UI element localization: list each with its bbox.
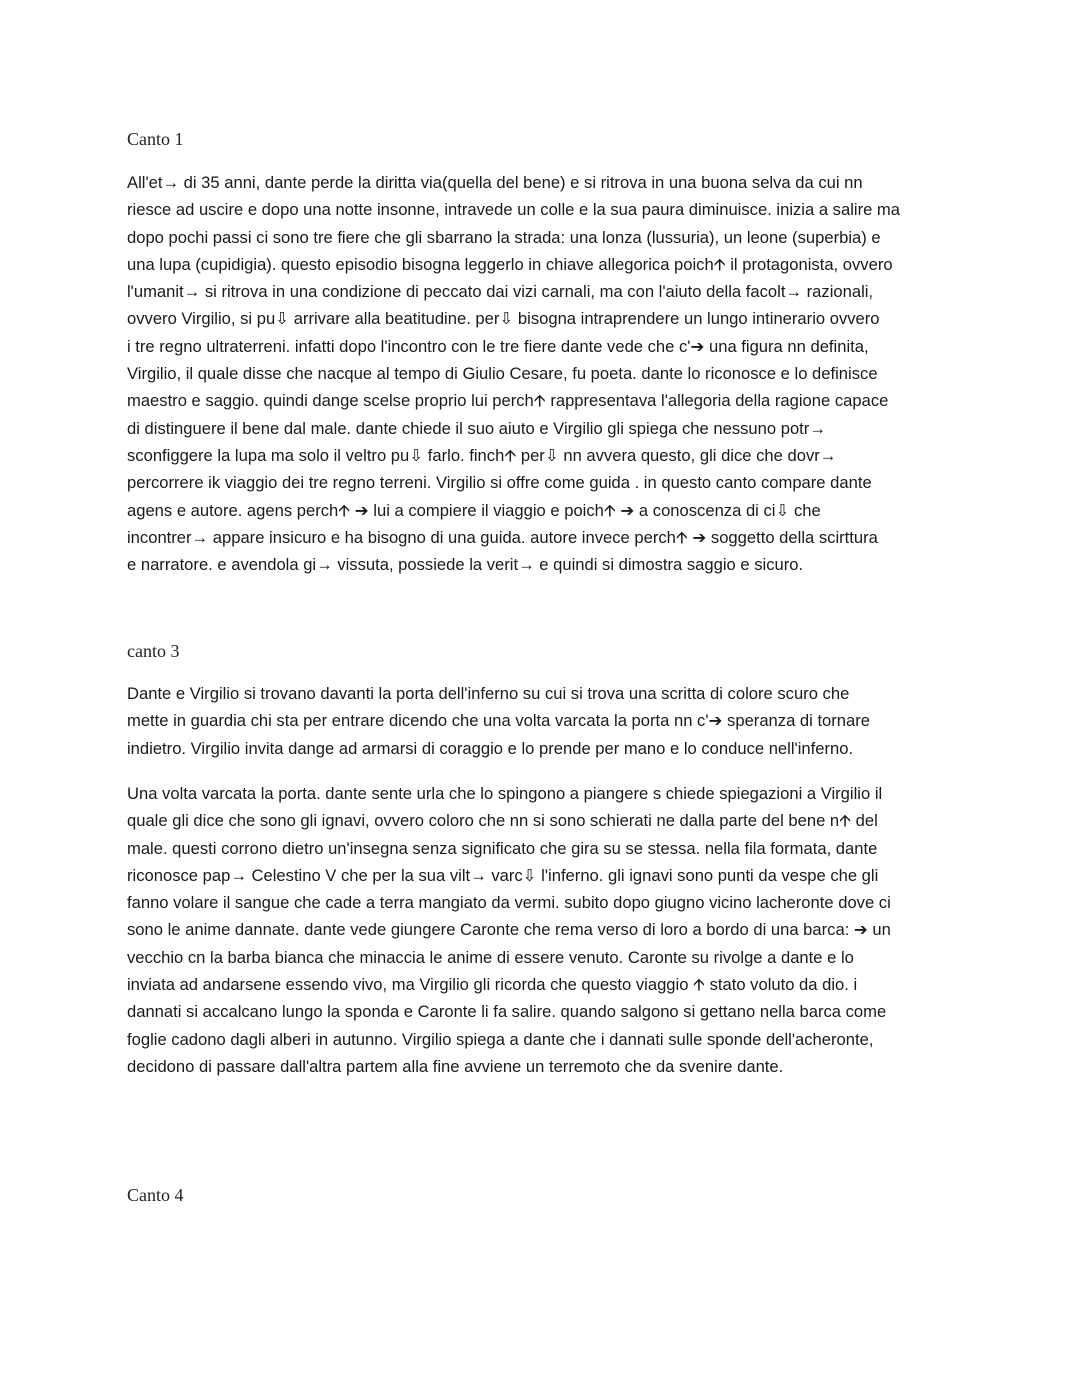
section-heading-canto-4: Canto 4 [127, 1185, 184, 1205]
canto-3-paragraph-1: Dante e Virgilio si trovano davanti la porta dell'inferno su cui si trova una scritta di colore scuro che mette in guardia chi sta per entrare dicendo che una volta varcata la porta nn c'➔ speranza di tornare indietro. Virgilio invita dange ad armarsi di coraggio e lo prende per mano e lo conduce nell'inferno. [127, 684, 871, 758]
section-heading-canto-3: canto 3 [127, 641, 180, 661]
canto-1-paragraph: All'et→ di 35 anni, dante perde la diritta via(quella del bene) e si ritrova in una buona selva da cui nn riesce ad uscire e dopo una notte insonne, intravede un colle e la sua paura diminuisce. inizia a salire ma dopo pochi passi ci sono tre fiere che gli sbarrano la strada: una lonza (lussuria), un leone (superbia) e una lupa (cupidigia). questo episodio bisogna leggerlo in chiave allegorica poich🡩 il protagonista, ovvero l'umanit→ si ritrova in una condizione di peccato dai vizi carnali, ma con l'aiuto della facolt→ razionali, ovvero Virgilio, si pu⇩ arrivare alla beatitudine. per⇩ bisogna intraprendere un lungo intinerario ovvero i tre regno ultraterreni. infatti dopo l'incontro con le tre fiere dante vede che c'➔ una figura nn definita, Virgilio, il quale disse che nacque al tempo di Giulio Cesare, fu poeta. dante lo riconosce e lo definisce maestro e saggio. quindi dange scelse proprio lui perch🡩 rappresentava l'allegoria della ragione capace di distinguere il bene dal male. dante chiede il suo aiuto e Virgilio gli spiega che nessuno potr→ sconfiggere la lupa ma solo il veltro pu⇩ farlo. finch🡩 per⇩ nn avvera questo, gli dice che dovr→ percorrere ik viaggio dei tre regno terreni. Virgilio si offre come guida . in questo canto compare dante agens e autore. agens perch🡩 ➔ lui a compiere il viaggio e poich🡩 ➔ a conoscenza di ci⇩ che incontrer→ appare insicuro e ha bisogno di una guida. autore invece perch🡩 ➔ soggetto della scirttura e narratore. e avendola gi→ vissuta, possiede la verit→ e quindi si dimostra saggio e sicuro. [127, 173, 900, 575]
section-heading-canto-1: Canto 1 [127, 129, 184, 149]
canto-3-paragraph-2: Una volta varcata la porta. dante sente urla che lo spingono a piangere s chiede spiegazioni a Virgilio il quale gli dice che sono gli ignavi, ovvero coloro che nn si sono schierati ne dalla parte del bene n🡩 del male. questi corrono dietro un'insegna senza significato che gira su se stessa. nella fila formata, dante riconosce pap→ Celestino V che per la sua vilt→ varc⇩ l'inferno. gli ignavi sono punti da vespe che gli fanno volare il sangue che cade a terra mangiato da vermi. subito dopo giugno vicino lacheronte dove ci sono le anime dannate. dante vede giungere Caronte che rema verso di loro a bordo di una barca: ➔ un vecchio cn la barba bianca che minaccia le anime di essere venuto. Caronte su rivolge a dante e lo inviata ad andarsene essendo vivo, ma Virgilio gli ricorda che questo viaggio 🡩 stato voluto da dio. i dannati si accalcano lungo la sponda e Caronte li fa salire. quando salgono si gettano nella barca come foglie cadono dagli alberi in autunno. Virgilio spiega a dante che i dannati sulle sponde dell'acheronte, decidono di passare dall'altra partem alla fine avviene un terremoto che da svenire dante. [127, 784, 891, 1076]
